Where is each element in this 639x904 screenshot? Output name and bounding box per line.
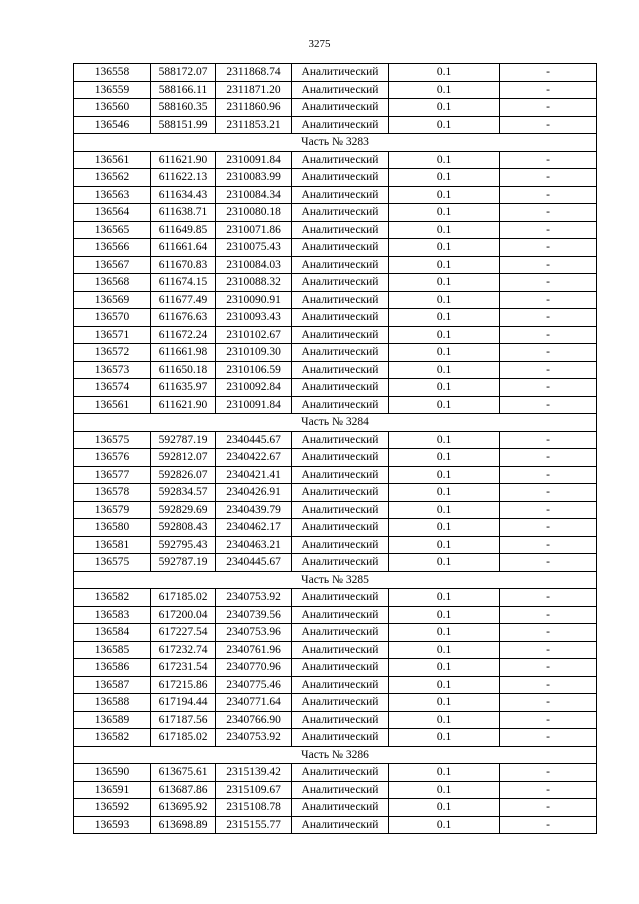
- point-id-cell: 136560: [74, 99, 151, 117]
- method-cell: Аналитический: [292, 64, 389, 82]
- method-cell: Аналитический: [292, 729, 389, 747]
- section-header-row: [74, 571, 597, 589]
- description-cell: -: [500, 116, 597, 134]
- x-coordinate-cell: 611674.15: [151, 274, 216, 292]
- point-id-cell: 136585: [74, 641, 151, 659]
- table-row: [74, 764, 597, 782]
- table-row: [74, 449, 597, 467]
- precision-cell: 0.1: [389, 711, 500, 729]
- y-coordinate-cell: 2340770.96: [216, 659, 292, 677]
- table-row: [74, 519, 597, 537]
- table-row: [74, 554, 597, 572]
- description-cell: -: [500, 466, 597, 484]
- coordinates-table: [73, 63, 597, 834]
- description-cell: -: [500, 711, 597, 729]
- precision-cell: 0.1: [389, 81, 500, 99]
- description-cell: -: [500, 396, 597, 414]
- method-cell: Аналитический: [292, 81, 389, 99]
- description-cell: -: [500, 659, 597, 677]
- x-coordinate-cell: 617187.56: [151, 711, 216, 729]
- y-coordinate-cell: 2310091.84: [216, 151, 292, 169]
- y-coordinate-cell: 2340445.67: [216, 554, 292, 572]
- y-coordinate-cell: 2310088.32: [216, 274, 292, 292]
- method-cell: Аналитический: [292, 151, 389, 169]
- method-cell: Аналитический: [292, 449, 389, 467]
- y-coordinate-cell: 2310093.43: [216, 309, 292, 327]
- y-coordinate-cell: 2311868.74: [216, 64, 292, 82]
- table-row: [74, 151, 597, 169]
- point-id-cell: 136579: [74, 501, 151, 519]
- precision-cell: 0.1: [389, 396, 500, 414]
- x-coordinate-cell: 611622.13: [151, 169, 216, 187]
- table-row: [74, 589, 597, 607]
- method-cell: Аналитический: [292, 256, 389, 274]
- description-cell: -: [500, 379, 597, 397]
- table-row: [74, 781, 597, 799]
- description-cell: -: [500, 764, 597, 782]
- table-row: [74, 239, 597, 257]
- point-id-cell: 136582: [74, 729, 151, 747]
- table-row: [74, 291, 597, 309]
- table-row: [74, 99, 597, 117]
- precision-cell: 0.1: [389, 431, 500, 449]
- point-id-cell: 136580: [74, 519, 151, 537]
- y-coordinate-cell: 2310090.91: [216, 291, 292, 309]
- table-row: [74, 326, 597, 344]
- description-cell: -: [500, 676, 597, 694]
- description-cell: -: [500, 309, 597, 327]
- point-id-cell: 136586: [74, 659, 151, 677]
- x-coordinate-cell: 617232.74: [151, 641, 216, 659]
- x-coordinate-cell: 617231.54: [151, 659, 216, 677]
- method-cell: Аналитический: [292, 431, 389, 449]
- precision-cell: 0.1: [389, 554, 500, 572]
- description-cell: -: [500, 816, 597, 834]
- description-cell: -: [500, 641, 597, 659]
- method-cell: Аналитический: [292, 361, 389, 379]
- x-coordinate-cell: 611677.49: [151, 291, 216, 309]
- table-row: [74, 361, 597, 379]
- description-cell: -: [500, 204, 597, 222]
- precision-cell: 0.1: [389, 326, 500, 344]
- table-row: [74, 659, 597, 677]
- table-row: [74, 379, 597, 397]
- table-row: [74, 274, 597, 292]
- point-id-cell: 136569: [74, 291, 151, 309]
- x-coordinate-cell: 617194.44: [151, 694, 216, 712]
- y-coordinate-cell: 2311860.96: [216, 99, 292, 117]
- precision-cell: 0.1: [389, 519, 500, 537]
- y-coordinate-cell: 2340761.96: [216, 641, 292, 659]
- section-title: Часть № 3285: [74, 571, 597, 589]
- point-id-cell: 136564: [74, 204, 151, 222]
- description-cell: -: [500, 151, 597, 169]
- description-cell: -: [500, 431, 597, 449]
- point-id-cell: 136546: [74, 116, 151, 134]
- description-cell: -: [500, 326, 597, 344]
- table-row: [74, 799, 597, 817]
- description-cell: -: [500, 274, 597, 292]
- point-id-cell: 136593: [74, 816, 151, 834]
- point-id-cell: 136571: [74, 326, 151, 344]
- table-row: [74, 606, 597, 624]
- y-coordinate-cell: 2310102.67: [216, 326, 292, 344]
- x-coordinate-cell: 613687.86: [151, 781, 216, 799]
- point-id-cell: 136565: [74, 221, 151, 239]
- precision-cell: 0.1: [389, 256, 500, 274]
- table-row: [74, 169, 597, 187]
- point-id-cell: 136558: [74, 64, 151, 82]
- table-row: [74, 729, 597, 747]
- description-cell: -: [500, 536, 597, 554]
- y-coordinate-cell: 2340753.92: [216, 729, 292, 747]
- method-cell: Аналитический: [292, 781, 389, 799]
- method-cell: Аналитический: [292, 501, 389, 519]
- table-row: [74, 694, 597, 712]
- method-cell: Аналитический: [292, 519, 389, 537]
- y-coordinate-cell: 2310071.86: [216, 221, 292, 239]
- table-row: [74, 536, 597, 554]
- point-id-cell: 136570: [74, 309, 151, 327]
- precision-cell: 0.1: [389, 624, 500, 642]
- description-cell: -: [500, 81, 597, 99]
- x-coordinate-cell: 611638.71: [151, 204, 216, 222]
- point-id-cell: 136567: [74, 256, 151, 274]
- description-cell: -: [500, 799, 597, 817]
- section-header-row: [74, 414, 597, 432]
- table-row: [74, 81, 597, 99]
- x-coordinate-cell: 611672.24: [151, 326, 216, 344]
- y-coordinate-cell: 2340445.67: [216, 431, 292, 449]
- precision-cell: 0.1: [389, 274, 500, 292]
- x-coordinate-cell: 611661.98: [151, 344, 216, 362]
- section-header-row: [74, 134, 597, 152]
- method-cell: Аналитический: [292, 764, 389, 782]
- method-cell: Аналитический: [292, 274, 389, 292]
- x-coordinate-cell: 611621.90: [151, 151, 216, 169]
- x-coordinate-cell: 617227.54: [151, 624, 216, 642]
- precision-cell: 0.1: [389, 151, 500, 169]
- method-cell: Аналитический: [292, 641, 389, 659]
- precision-cell: 0.1: [389, 501, 500, 519]
- x-coordinate-cell: 588172.07: [151, 64, 216, 82]
- y-coordinate-cell: 2315139.42: [216, 764, 292, 782]
- description-cell: -: [500, 361, 597, 379]
- precision-cell: 0.1: [389, 99, 500, 117]
- x-coordinate-cell: 592812.07: [151, 449, 216, 467]
- x-coordinate-cell: 592787.19: [151, 431, 216, 449]
- table-row: [74, 221, 597, 239]
- table-row: [74, 641, 597, 659]
- description-cell: -: [500, 239, 597, 257]
- table-row: [74, 484, 597, 502]
- section-title: Часть № 3286: [74, 746, 597, 764]
- coordinates-table-body: [74, 64, 597, 834]
- precision-cell: 0.1: [389, 239, 500, 257]
- y-coordinate-cell: 2310084.34: [216, 186, 292, 204]
- x-coordinate-cell: 611661.64: [151, 239, 216, 257]
- method-cell: Аналитический: [292, 169, 389, 187]
- point-id-cell: 136581: [74, 536, 151, 554]
- y-coordinate-cell: 2340426.91: [216, 484, 292, 502]
- y-coordinate-cell: 2340462.17: [216, 519, 292, 537]
- point-id-cell: 136583: [74, 606, 151, 624]
- description-cell: -: [500, 624, 597, 642]
- x-coordinate-cell: 613675.61: [151, 764, 216, 782]
- table-row: [74, 64, 597, 82]
- y-coordinate-cell: 2310109.30: [216, 344, 292, 362]
- description-cell: -: [500, 501, 597, 519]
- point-id-cell: 136559: [74, 81, 151, 99]
- point-id-cell: 136584: [74, 624, 151, 642]
- method-cell: Аналитический: [292, 116, 389, 134]
- precision-cell: 0.1: [389, 64, 500, 82]
- x-coordinate-cell: 588151.99: [151, 116, 216, 134]
- y-coordinate-cell: 2310075.43: [216, 239, 292, 257]
- precision-cell: 0.1: [389, 764, 500, 782]
- point-id-cell: 136574: [74, 379, 151, 397]
- precision-cell: 0.1: [389, 694, 500, 712]
- table-row: [74, 501, 597, 519]
- precision-cell: 0.1: [389, 221, 500, 239]
- precision-cell: 0.1: [389, 676, 500, 694]
- method-cell: Аналитический: [292, 624, 389, 642]
- method-cell: Аналитический: [292, 484, 389, 502]
- x-coordinate-cell: 592795.43: [151, 536, 216, 554]
- method-cell: Аналитический: [292, 536, 389, 554]
- x-coordinate-cell: 611634.43: [151, 186, 216, 204]
- y-coordinate-cell: 2340775.46: [216, 676, 292, 694]
- table-row: [74, 711, 597, 729]
- x-coordinate-cell: 617215.86: [151, 676, 216, 694]
- precision-cell: 0.1: [389, 641, 500, 659]
- precision-cell: 0.1: [389, 659, 500, 677]
- precision-cell: 0.1: [389, 309, 500, 327]
- precision-cell: 0.1: [389, 291, 500, 309]
- table-row: [74, 816, 597, 834]
- x-coordinate-cell: 611621.90: [151, 396, 216, 414]
- x-coordinate-cell: 613695.92: [151, 799, 216, 817]
- point-id-cell: 136562: [74, 169, 151, 187]
- y-coordinate-cell: 2340766.90: [216, 711, 292, 729]
- y-coordinate-cell: 2310106.59: [216, 361, 292, 379]
- description-cell: -: [500, 221, 597, 239]
- y-coordinate-cell: 2340753.92: [216, 589, 292, 607]
- y-coordinate-cell: 2315155.77: [216, 816, 292, 834]
- x-coordinate-cell: 588160.35: [151, 99, 216, 117]
- x-coordinate-cell: 592808.43: [151, 519, 216, 537]
- x-coordinate-cell: 611670.83: [151, 256, 216, 274]
- description-cell: -: [500, 606, 597, 624]
- y-coordinate-cell: 2315109.67: [216, 781, 292, 799]
- x-coordinate-cell: 592826.07: [151, 466, 216, 484]
- description-cell: -: [500, 186, 597, 204]
- precision-cell: 0.1: [389, 169, 500, 187]
- point-id-cell: 136573: [74, 361, 151, 379]
- point-id-cell: 136589: [74, 711, 151, 729]
- table-row: [74, 676, 597, 694]
- precision-cell: 0.1: [389, 536, 500, 554]
- description-cell: -: [500, 729, 597, 747]
- method-cell: Аналитический: [292, 676, 389, 694]
- precision-cell: 0.1: [389, 484, 500, 502]
- table-row: [74, 466, 597, 484]
- method-cell: Аналитический: [292, 799, 389, 817]
- y-coordinate-cell: 2340753.96: [216, 624, 292, 642]
- method-cell: Аналитический: [292, 291, 389, 309]
- x-coordinate-cell: 611676.63: [151, 309, 216, 327]
- description-cell: -: [500, 781, 597, 799]
- x-coordinate-cell: 613698.89: [151, 816, 216, 834]
- y-coordinate-cell: 2311853.21: [216, 116, 292, 134]
- precision-cell: 0.1: [389, 116, 500, 134]
- table-row: [74, 256, 597, 274]
- y-coordinate-cell: 2310080.18: [216, 204, 292, 222]
- point-id-cell: 136587: [74, 676, 151, 694]
- y-coordinate-cell: 2340421.41: [216, 466, 292, 484]
- method-cell: Аналитический: [292, 326, 389, 344]
- page-number: 3275: [308, 38, 331, 50]
- precision-cell: 0.1: [389, 361, 500, 379]
- description-cell: -: [500, 694, 597, 712]
- precision-cell: 0.1: [389, 186, 500, 204]
- precision-cell: 0.1: [389, 466, 500, 484]
- point-id-cell: 136566: [74, 239, 151, 257]
- method-cell: Аналитический: [292, 99, 389, 117]
- point-id-cell: 136561: [74, 396, 151, 414]
- point-id-cell: 136572: [74, 344, 151, 362]
- method-cell: Аналитический: [292, 186, 389, 204]
- table-row: [74, 186, 597, 204]
- table-row: [74, 204, 597, 222]
- section-title: Часть № 3284: [74, 414, 597, 432]
- precision-cell: 0.1: [389, 816, 500, 834]
- y-coordinate-cell: 2310084.03: [216, 256, 292, 274]
- method-cell: Аналитический: [292, 816, 389, 834]
- point-id-cell: 136588: [74, 694, 151, 712]
- point-id-cell: 136592: [74, 799, 151, 817]
- y-coordinate-cell: 2310092.84: [216, 379, 292, 397]
- point-id-cell: 136577: [74, 466, 151, 484]
- table-row: [74, 396, 597, 414]
- precision-cell: 0.1: [389, 799, 500, 817]
- y-coordinate-cell: 2310083.99: [216, 169, 292, 187]
- precision-cell: 0.1: [389, 344, 500, 362]
- point-id-cell: 136563: [74, 186, 151, 204]
- description-cell: -: [500, 64, 597, 82]
- precision-cell: 0.1: [389, 449, 500, 467]
- point-id-cell: 136582: [74, 589, 151, 607]
- method-cell: Аналитический: [292, 659, 389, 677]
- x-coordinate-cell: 611650.18: [151, 361, 216, 379]
- method-cell: Аналитический: [292, 309, 389, 327]
- y-coordinate-cell: 2315108.78: [216, 799, 292, 817]
- description-cell: -: [500, 589, 597, 607]
- method-cell: Аналитический: [292, 204, 389, 222]
- point-id-cell: 136575: [74, 431, 151, 449]
- precision-cell: 0.1: [389, 589, 500, 607]
- point-id-cell: 136576: [74, 449, 151, 467]
- description-cell: -: [500, 554, 597, 572]
- precision-cell: 0.1: [389, 204, 500, 222]
- description-cell: -: [500, 169, 597, 187]
- method-cell: Аналитический: [292, 606, 389, 624]
- method-cell: Аналитический: [292, 711, 389, 729]
- x-coordinate-cell: 617185.02: [151, 729, 216, 747]
- precision-cell: 0.1: [389, 729, 500, 747]
- x-coordinate-cell: 611635.97: [151, 379, 216, 397]
- point-id-cell: 136561: [74, 151, 151, 169]
- method-cell: Аналитический: [292, 466, 389, 484]
- description-cell: -: [500, 256, 597, 274]
- table-row: [74, 309, 597, 327]
- description-cell: -: [500, 484, 597, 502]
- y-coordinate-cell: 2340439.79: [216, 501, 292, 519]
- table-row: [74, 344, 597, 362]
- point-id-cell: 136575: [74, 554, 151, 572]
- description-cell: -: [500, 519, 597, 537]
- method-cell: Аналитический: [292, 379, 389, 397]
- description-cell: -: [500, 291, 597, 309]
- table-row: [74, 431, 597, 449]
- method-cell: Аналитический: [292, 396, 389, 414]
- method-cell: Аналитический: [292, 344, 389, 362]
- x-coordinate-cell: 592834.57: [151, 484, 216, 502]
- description-cell: -: [500, 344, 597, 362]
- method-cell: Аналитический: [292, 221, 389, 239]
- x-coordinate-cell: 611649.85: [151, 221, 216, 239]
- x-coordinate-cell: 592787.19: [151, 554, 216, 572]
- point-id-cell: 136578: [74, 484, 151, 502]
- method-cell: Аналитический: [292, 694, 389, 712]
- y-coordinate-cell: 2340771.64: [216, 694, 292, 712]
- y-coordinate-cell: 2311871.20: [216, 81, 292, 99]
- table-row: [74, 116, 597, 134]
- point-id-cell: 136590: [74, 764, 151, 782]
- precision-cell: 0.1: [389, 606, 500, 624]
- table-row: [74, 624, 597, 642]
- y-coordinate-cell: 2340422.67: [216, 449, 292, 467]
- precision-cell: 0.1: [389, 781, 500, 799]
- section-header-row: [74, 746, 597, 764]
- method-cell: Аналитический: [292, 239, 389, 257]
- y-coordinate-cell: 2340463.21: [216, 536, 292, 554]
- y-coordinate-cell: 2340739.56: [216, 606, 292, 624]
- method-cell: Аналитический: [292, 589, 389, 607]
- section-title: Часть № 3283: [74, 134, 597, 152]
- x-coordinate-cell: 617200.04: [151, 606, 216, 624]
- x-coordinate-cell: 588166.11: [151, 81, 216, 99]
- description-cell: -: [500, 99, 597, 117]
- point-id-cell: 136591: [74, 781, 151, 799]
- method-cell: Аналитический: [292, 554, 389, 572]
- x-coordinate-cell: 617185.02: [151, 589, 216, 607]
- description-cell: -: [500, 449, 597, 467]
- precision-cell: 0.1: [389, 379, 500, 397]
- point-id-cell: 136568: [74, 274, 151, 292]
- y-coordinate-cell: 2310091.84: [216, 396, 292, 414]
- x-coordinate-cell: 592829.69: [151, 501, 216, 519]
